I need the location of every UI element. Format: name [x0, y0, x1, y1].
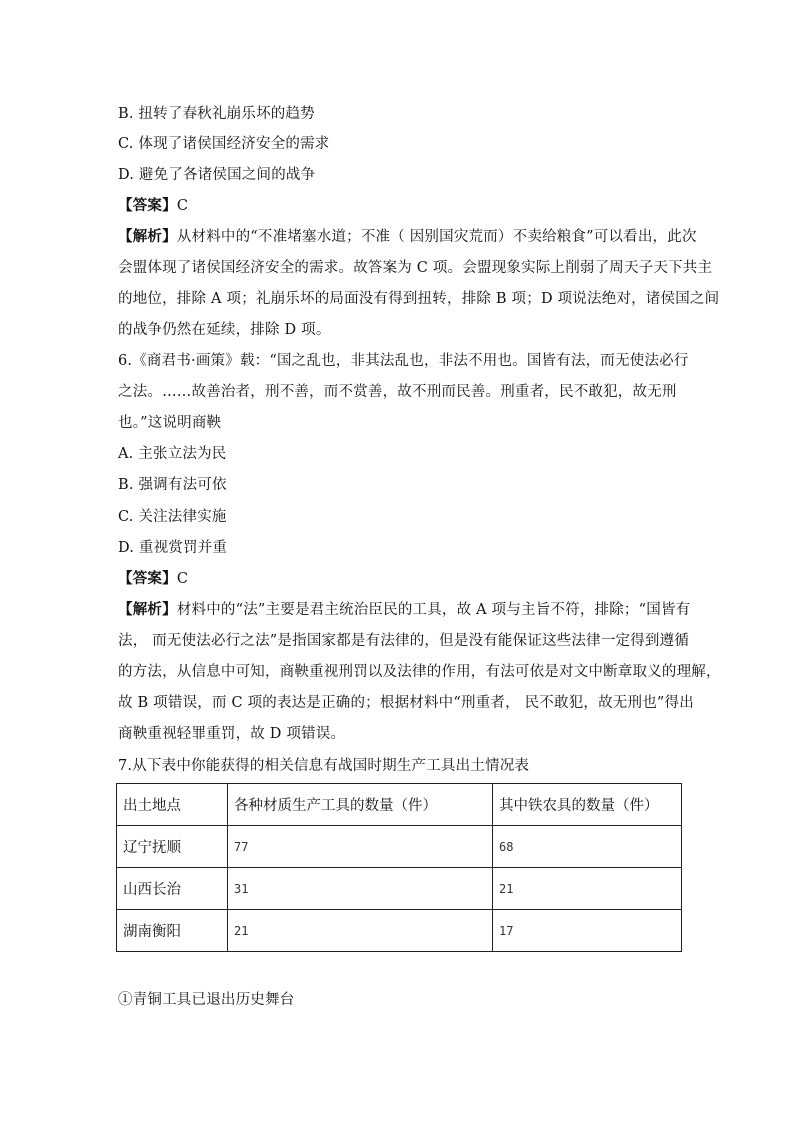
table-cell-total-tools: 31 — [228, 868, 493, 910]
q6-answer — [118, 569, 188, 589]
analysis-text: 材料中的“法”主要是君主统治臣民的工具，故 A 项与主旨不符，排除；“国皆有 — [176, 602, 691, 618]
table-row — [117, 826, 682, 868]
analysis-label: 【解析】 — [118, 601, 177, 618]
analysis-label: 【解析】 — [118, 228, 177, 245]
q7-statement-1: ①青铜工具已退出历史舞台 — [118, 992, 295, 1008]
q6-stem-line-1: 6.《商君书·画策》载：“国之乱也，非其法乱也，非法不用也。国皆有法，而无使法必行 — [118, 353, 689, 369]
q6-analysis-line-1 — [118, 600, 690, 620]
q6-option-d: D. 重视赏罚并重 — [118, 540, 228, 556]
q6-analysis-line-4: 故 B 项错误，而 C 项的表达是正确的；根据材料中“刑重者， 民不敢犯，故无刑也”得出 — [118, 695, 694, 711]
q5-analysis-line-3: 的地位，排除 A 项；礼崩乐坏的局面没有得到扭转，排除 B 项；D 项说法绝对，诸侯国之间 — [118, 291, 720, 307]
q6-stem-line-3: 也。”这说明商鞅 — [118, 415, 222, 431]
table-row — [117, 910, 682, 952]
analysis-text: 从材料中的“不准堵塞水道；不准（ 因别国灾荒而）不卖给粮食”可以看出，此次 — [176, 229, 697, 245]
q6-analysis-line-3: 的方法，从信息中可知，商鞅重视刑罚以及法律的作用，有法可依是对文中断章取义的理解， — [118, 664, 721, 680]
answer-label: 【答案】 — [118, 197, 177, 214]
table-cell-iron-tools: 21 — [493, 868, 682, 910]
table-cell-total-tools: 77 — [228, 826, 493, 868]
table-row — [117, 868, 682, 910]
q5-answer — [118, 196, 188, 216]
table-header-cell: 各种材质生产工具的数量（件） — [228, 784, 493, 826]
q5-analysis-line-1 — [118, 227, 697, 247]
tool-excavation-table — [116, 783, 682, 952]
q5-analysis-line-4: 的战争仍然在延续，排除 D 项。 — [118, 322, 331, 338]
answer-value: C — [176, 571, 189, 587]
table-header-row — [117, 784, 682, 826]
q5-option-b: B. 扭转了春秋礼崩乐坏的趋势 — [118, 106, 315, 122]
table-header-cell: 其中铁农具的数量（件） — [493, 784, 682, 826]
table-cell-location: 辽宁抚顺 — [117, 826, 228, 868]
table-cell-location: 山西长治 — [117, 868, 228, 910]
q5-option-c: C. 体现了诸侯国经济安全的需求 — [118, 136, 330, 152]
q6-option-b: B. 强调有法可依 — [118, 477, 227, 493]
table-cell-iron-tools: 17 — [493, 910, 682, 952]
q6-analysis-line-5: 商鞅重视轻罪重罚，故 D 项错误。 — [118, 726, 346, 742]
answer-label: 【答案】 — [118, 570, 177, 587]
q5-option-d: D. 避免了各诸侯国之间的战争 — [118, 167, 316, 183]
table-header-cell: 出土地点 — [117, 784, 228, 826]
q5-analysis-line-2: 会盟体现了诸侯国经济安全的需求。故答案为 C 项。会盟现象实际上削弱了周天子天下共主 — [118, 260, 713, 276]
table-cell-location: 湖南衡阳 — [117, 910, 228, 952]
table-cell-total-tools: 21 — [228, 910, 493, 952]
q6-option-a: A. 主张立法为民 — [118, 446, 227, 462]
q6-analysis-line-2: 法， 而无使法必行之法”是指国家都是有法律的，但是没有能保证这些法律一定得到遵循 — [118, 633, 690, 649]
answer-value: C — [176, 198, 189, 214]
q6-option-c: C. 关注法律实施 — [118, 509, 227, 525]
q7-stem: 7.从下表中你能获得的相关信息有战国时期生产工具出土情况表 — [118, 758, 530, 774]
table-cell-iron-tools: 68 — [493, 826, 682, 868]
q6-stem-line-2: 之法。……故善治者，刑不善，而不赏善，故不刑而民善。刑重者，民不敢犯，故无刑 — [118, 384, 677, 400]
